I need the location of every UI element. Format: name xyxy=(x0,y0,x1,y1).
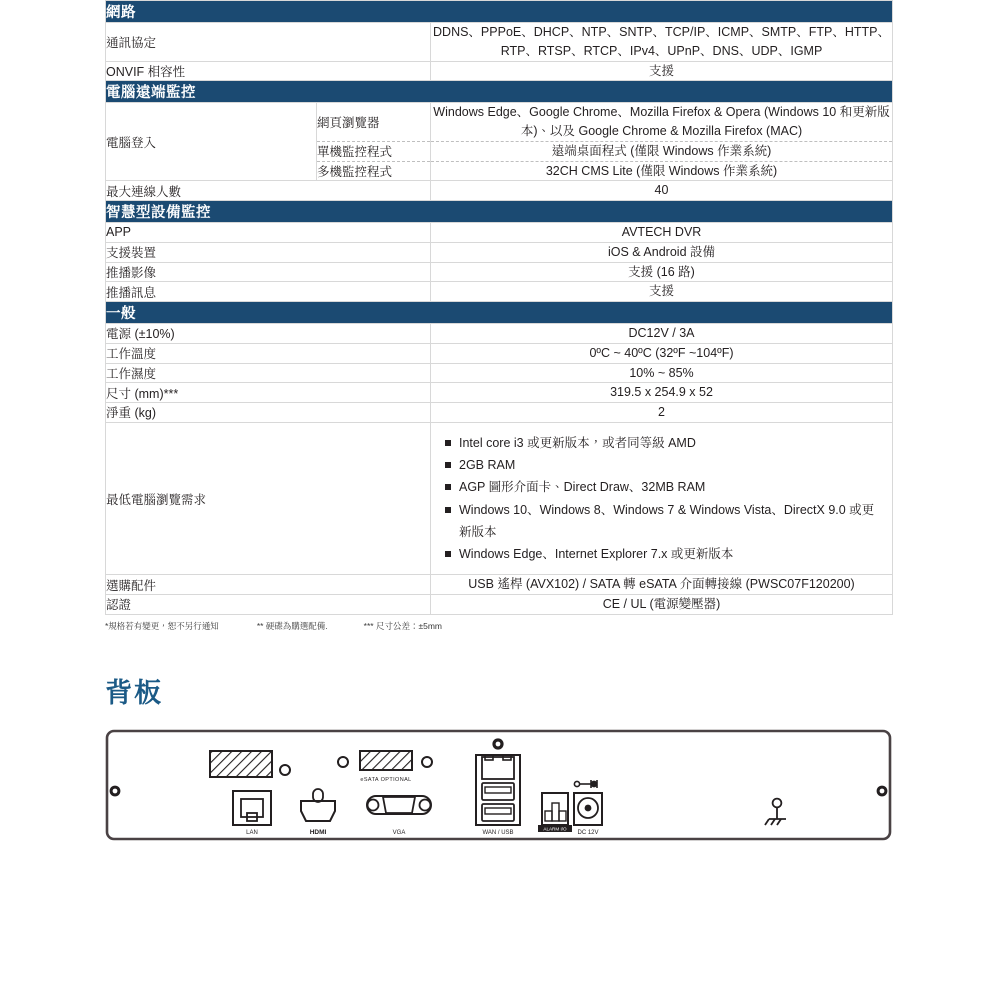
blank-plate-hatch xyxy=(210,751,272,777)
screw-hole-right xyxy=(877,785,888,796)
footnote-3: *** 尺寸公差：±5mm xyxy=(363,620,442,631)
list-item: AGP 圖形介面卡、Direct Draw、32MB RAM xyxy=(445,476,884,498)
sub-label: 多機監控程式 xyxy=(317,161,431,181)
row-value: 319.5 x 254.9 x 52 xyxy=(431,383,893,403)
table-row xyxy=(106,61,893,81)
row-label: 支援裝置 xyxy=(106,242,431,262)
table-row xyxy=(106,282,893,302)
list-item: Intel core i3 或更新版本，或者同等級 AMD xyxy=(445,432,884,454)
spec-sheet-page xyxy=(105,0,892,847)
alarm-label: ALARM I/O xyxy=(543,826,567,832)
row-value: AVTECH DVR xyxy=(431,223,893,243)
row-value: 支援 xyxy=(431,282,893,302)
requirements-list xyxy=(431,423,892,575)
table-row xyxy=(106,242,893,262)
table-row xyxy=(106,23,893,62)
row-value: 2 xyxy=(431,403,893,423)
sub-label: 網頁瀏覽器 xyxy=(317,103,431,142)
row-label: 淨重 (kg) xyxy=(106,403,431,423)
section-title: 智慧型設備監控 xyxy=(106,201,893,223)
table-row xyxy=(106,403,893,423)
table-row xyxy=(106,324,893,344)
row-value xyxy=(431,422,893,575)
list-item: Windows 10、Windows 8、Windows 7 & Windows Vista、DirectX 9.0 或更新版本 xyxy=(445,499,884,544)
table-row xyxy=(106,575,893,595)
list-item: 2GB RAM xyxy=(445,454,884,476)
row-label: 推播影像 xyxy=(106,262,431,282)
table-row xyxy=(106,383,893,403)
footnote-row xyxy=(105,620,892,632)
row-label: 通訊協定 xyxy=(106,23,431,62)
hdmi-label: HDMI xyxy=(309,828,327,836)
row-label: 最低電腦瀏覽需求 xyxy=(106,422,431,575)
row-label: 電源 (±10%) xyxy=(106,324,431,344)
row-label: 尺寸 (mm)*** xyxy=(106,383,431,403)
table-row xyxy=(106,223,893,243)
section-title: 電腦遠端監控 xyxy=(106,81,893,103)
wan-usb-label: WAN / USB xyxy=(482,829,514,836)
row-label: 工作溫度 xyxy=(106,343,431,363)
rear-panel-diagram xyxy=(105,729,892,847)
section-header-smart-device xyxy=(106,201,893,223)
row-label: 認證 xyxy=(106,595,431,615)
table-row xyxy=(106,181,893,201)
esata-label: eSATA OPTIONAL xyxy=(360,776,412,783)
row-value: 40 xyxy=(431,181,893,201)
table-row xyxy=(106,343,893,363)
row-value: Windows Edge、Google Chrome、Mozilla Firefox & Opera (Windows 10 和更新版本)、以及 Google Chrome & Mozilla Firefox (MAC) xyxy=(431,103,893,142)
row-value: 10% ~ 85% xyxy=(431,363,893,383)
screw-hole-left xyxy=(110,785,121,796)
row-value: 支援 (16 路) xyxy=(431,262,893,282)
table-row xyxy=(106,262,893,282)
table-row-requirements xyxy=(106,422,893,575)
footnote-2: ** 硬碟為購選配備. xyxy=(256,620,328,631)
vga-label: VGA xyxy=(392,829,406,836)
row-value: DC12V / 3A xyxy=(431,324,893,344)
row-value: CE / UL (電源變壓器) xyxy=(431,595,893,615)
sub-label: 單機監控程式 xyxy=(317,141,431,161)
specification-table xyxy=(105,0,893,615)
section-title: 一般 xyxy=(106,302,893,324)
row-value: 0ºC ~ 40ºC (32ºF ~104ºF) xyxy=(431,343,893,363)
row-label: 選購配件 xyxy=(106,575,431,595)
row-value: 32CH CMS Lite (僅限 Windows 作業系統) xyxy=(431,161,893,181)
section-header-network xyxy=(106,1,893,23)
rear-panel-title: 背板 xyxy=(105,677,163,708)
table-row xyxy=(106,595,893,615)
row-value: USB 遙桿 (AVX102) / SATA 轉 eSATA 介面轉接線 (PWSC07F120200) xyxy=(431,575,893,595)
esata-optional-slot xyxy=(360,751,412,770)
row-label: 工作濕度 xyxy=(106,363,431,383)
row-label: APP xyxy=(106,223,431,243)
row-value: 遠端桌面程式 (僅限 Windows 作業系統) xyxy=(431,141,893,161)
table-row xyxy=(106,103,893,142)
section-title: 網路 xyxy=(106,1,893,23)
row-value: 支援 xyxy=(431,61,893,81)
footnote-1: *規格若有變更，恕不另行通知 xyxy=(105,620,219,631)
row-value: iOS & Android 設備 xyxy=(431,242,893,262)
table-row xyxy=(106,363,893,383)
list-item: Windows Edge、Internet Explorer 7.x 或更新版本 xyxy=(445,543,884,565)
dc-label: DC 12V xyxy=(577,829,599,836)
row-label: 最大連線人數 xyxy=(106,181,431,201)
section-header-general xyxy=(106,302,893,324)
lan-label: LAN xyxy=(246,829,258,836)
row-label: ONVIF 相容性 xyxy=(106,61,431,81)
row-label-pc-login: 電腦登入 xyxy=(106,103,317,181)
row-value: DDNS、PPPoE、DHCP、NTP、SNTP、TCP/IP、ICMP、SMTP、FTP、HTTP、RTP、RTSP、RTCP、IPv4、UPnP、DNS、UDP、IGMP xyxy=(431,23,893,62)
section-header-pc-remote xyxy=(106,81,893,103)
row-label: 推播訊息 xyxy=(106,282,431,302)
